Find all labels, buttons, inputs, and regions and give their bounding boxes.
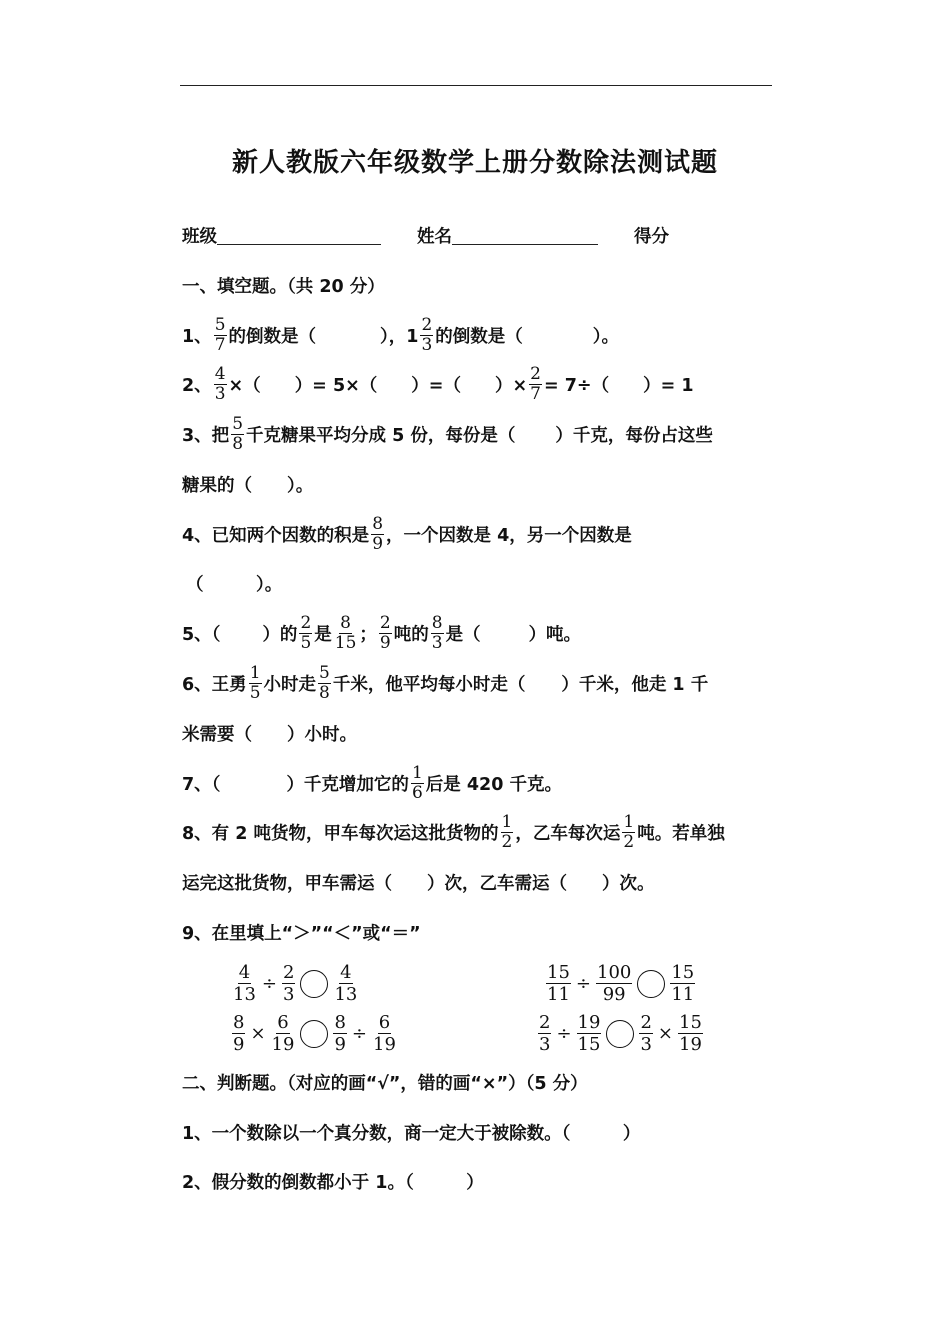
q6-prefix: 6、王勇 — [182, 674, 247, 695]
numerator: 2 — [539, 1012, 551, 1033]
denominator: 15 — [577, 1034, 601, 1055]
question-6-line2: 米需要（ ）小时。 — [182, 724, 357, 745]
denominator: 2 — [501, 831, 513, 852]
denominator: 9 — [372, 533, 384, 554]
question-9: 9、在里填上“＞”“＜”或“＝” — [182, 923, 421, 944]
operator: ÷ — [575, 973, 591, 994]
question-2 — [182, 360, 694, 408]
fraction — [372, 1012, 397, 1055]
numerator: 8 — [372, 513, 384, 534]
answer-circle[interactable] — [300, 1020, 328, 1048]
denominator: 19 — [373, 1034, 396, 1055]
q2-text: ）= 5×（ — [294, 375, 378, 396]
q2-prefix: 2、 — [182, 375, 212, 396]
denominator: 3 — [640, 1034, 652, 1055]
operator: × — [657, 1023, 673, 1044]
numerator: 2 — [421, 314, 433, 335]
q5-text: 是 — [314, 624, 332, 645]
denominator: 11 — [547, 984, 570, 1005]
fraction — [232, 962, 257, 1005]
denominator: 3 — [421, 334, 433, 355]
q3-prefix: 3、把 — [182, 425, 230, 446]
q2-text: ）× — [494, 375, 528, 396]
fraction — [411, 764, 424, 803]
q6-text: 小时走 — [263, 674, 317, 695]
operator: × — [250, 1023, 266, 1044]
denominator: 3 — [539, 1034, 551, 1055]
section2-heading: 二、判断题。（对应的画“√”，错的画“×”）（5 分） — [182, 1073, 588, 1094]
page-title: 新人教版六年级数学上册分数除法测试题 — [231, 148, 718, 178]
q2-text: ）= 1 — [643, 375, 694, 396]
fraction — [333, 1012, 346, 1055]
numerator: 100 — [597, 962, 632, 983]
q1-text: 的倒数是（ — [228, 326, 317, 347]
denominator: 9 — [233, 1034, 245, 1055]
numerator: 15 — [679, 1012, 702, 1033]
denominator: 8 — [319, 682, 330, 703]
fraction — [334, 614, 358, 653]
numerator: 2 — [640, 1012, 652, 1033]
numerator: 4 — [340, 962, 352, 983]
q1-text: ）。 — [592, 326, 620, 347]
numerator: 19 — [577, 1012, 601, 1033]
denominator: 3 — [283, 984, 295, 1005]
denominator: 7 — [214, 334, 226, 355]
question-4-line2: （ ）。 — [186, 574, 283, 595]
q2-text: ×（ — [228, 375, 261, 396]
numerator: 1 — [249, 662, 261, 683]
fraction — [214, 316, 227, 355]
fraction — [538, 1012, 551, 1055]
name-field[interactable] — [452, 226, 598, 245]
fraction — [214, 365, 227, 404]
question-8 — [182, 808, 725, 856]
denominator: 9 — [334, 1034, 346, 1055]
q7-text: 后是 420 千克。 — [425, 774, 562, 795]
question-3 — [182, 410, 713, 458]
operator: ÷ — [556, 1023, 572, 1044]
fraction — [529, 365, 542, 404]
numerator: 8 — [431, 612, 443, 633]
q8-text: ，乙车每次运 — [515, 823, 621, 844]
numerator: 4 — [238, 962, 251, 983]
fraction — [299, 614, 312, 653]
numerator: 2 — [283, 962, 295, 983]
fraction — [318, 664, 331, 703]
numerator: 15 — [547, 962, 570, 983]
compare-item-4 — [536, 1012, 705, 1055]
denominator: 13 — [233, 984, 256, 1005]
q7-text: ）千克增加它的 — [286, 774, 409, 795]
q2-text: = 7÷（ — [543, 375, 610, 396]
numerator: 6 — [378, 1012, 391, 1033]
operator: ÷ — [351, 1023, 367, 1044]
fraction — [420, 316, 433, 355]
fraction — [577, 1012, 602, 1055]
fraction — [232, 1012, 245, 1055]
question-7 — [182, 759, 562, 807]
numerator: 1 — [623, 811, 635, 832]
denominator: 7 — [530, 383, 541, 404]
q5-text: ）吨。 — [528, 624, 582, 645]
denominator: 3 — [214, 383, 226, 404]
fraction — [596, 962, 632, 1005]
numerator: 5 — [214, 314, 226, 335]
q5-text: ； — [359, 624, 377, 645]
question-1 — [182, 311, 619, 359]
q5-text: 吨的 — [393, 624, 429, 645]
q5-prefix: 5、（ — [182, 624, 221, 645]
denominator: 8 — [232, 433, 244, 454]
q7-prefix: 7、（ — [182, 774, 221, 795]
fraction — [231, 415, 244, 454]
compare-item-3 — [230, 1012, 399, 1055]
denominator: 13 — [334, 984, 358, 1005]
denominator: 15 — [334, 632, 357, 653]
fraction — [622, 813, 635, 852]
q5-text: 是（ — [445, 624, 481, 645]
answer-circle[interactable] — [637, 970, 665, 998]
denominator: 9 — [379, 632, 391, 653]
q4-prefix: 4、已知两个因数的积是 — [182, 525, 370, 546]
info-row — [182, 211, 669, 259]
numerator: 2 — [300, 612, 312, 633]
denominator: 6 — [411, 782, 423, 803]
numerator: 15 — [671, 962, 695, 983]
q1-prefix: 1、 — [182, 326, 212, 347]
q8-text: 吨。若单独 — [637, 823, 725, 844]
judge-question-1: 1、一个数除以一个真分数，商一定大于被除数。（ ） — [182, 1123, 641, 1144]
answer-circle[interactable] — [300, 970, 328, 998]
fraction — [282, 962, 295, 1005]
q6-text: 千米，他平均每小时走（ — [332, 674, 526, 695]
denominator: 19 — [271, 1034, 295, 1055]
fraction — [639, 1012, 652, 1055]
numerator: 2 — [379, 612, 391, 633]
class-label: 班级 — [182, 226, 217, 247]
name-label: 姓名 — [417, 226, 452, 247]
question-5 — [182, 609, 581, 657]
compare-item-1 — [230, 962, 360, 1005]
question-6 — [182, 659, 708, 707]
fraction — [271, 1012, 296, 1055]
q3-text: 千克糖果平均分成 5 份，每份是（ — [246, 425, 516, 446]
fraction — [333, 962, 358, 1005]
numerator: 2 — [530, 363, 541, 384]
q5-text: ）的 — [262, 624, 298, 645]
question-4 — [182, 510, 632, 558]
question-8-line2: 运完这批货物，甲车需运（ ）次，乙车需运（ ）次。 — [182, 873, 655, 894]
numerator: 6 — [277, 1012, 289, 1033]
numerator: 8 — [340, 612, 351, 633]
denominator: 5 — [249, 682, 261, 703]
compare-item-2 — [544, 962, 697, 1005]
numerator: 5 — [232, 413, 244, 434]
numerator: 5 — [319, 662, 330, 683]
top-rule — [180, 85, 772, 86]
judge-question-2: 2、假分数的倒数都小于 1。（ ） — [182, 1172, 484, 1193]
answer-circle[interactable] — [606, 1020, 634, 1048]
q2-text: ）=（ — [411, 375, 461, 396]
operator: ÷ — [261, 973, 277, 994]
class-field[interactable] — [217, 226, 381, 245]
q8-prefix: 8、有 2 吨货物，甲车每次运这批货物的 — [182, 823, 499, 844]
fraction — [501, 813, 514, 852]
denominator: 99 — [602, 984, 626, 1005]
numerator: 1 — [411, 762, 423, 783]
fraction — [678, 1012, 703, 1055]
section1-heading: 一、填空题。（共 20 分） — [182, 276, 385, 297]
denominator: 19 — [679, 1034, 702, 1055]
fraction — [431, 614, 444, 653]
fraction — [371, 515, 384, 554]
fraction — [249, 664, 262, 703]
denominator: 3 — [431, 632, 443, 653]
q6-text: ）千米，他走 1 千 — [561, 674, 709, 695]
q4-text: ，一个因数是 4，另一个因数是 — [386, 525, 632, 546]
q1-text: 的倒数是（ — [435, 326, 523, 347]
score-label: 得分 — [634, 226, 669, 247]
fraction — [379, 614, 392, 653]
denominator: 5 — [300, 632, 312, 653]
q3-text: ）千克，每份占这些 — [555, 425, 713, 446]
fraction — [670, 962, 695, 1005]
numerator: 8 — [334, 1012, 346, 1033]
q1-text: ），1 — [380, 326, 419, 347]
numerator: 8 — [233, 1012, 245, 1033]
numerator: 1 — [501, 811, 513, 832]
fraction — [546, 962, 571, 1005]
denominator: 11 — [671, 984, 695, 1005]
denominator: 2 — [623, 831, 635, 852]
question-3-line2: 糖果的（ ）。 — [182, 475, 314, 496]
numerator: 4 — [214, 363, 226, 384]
